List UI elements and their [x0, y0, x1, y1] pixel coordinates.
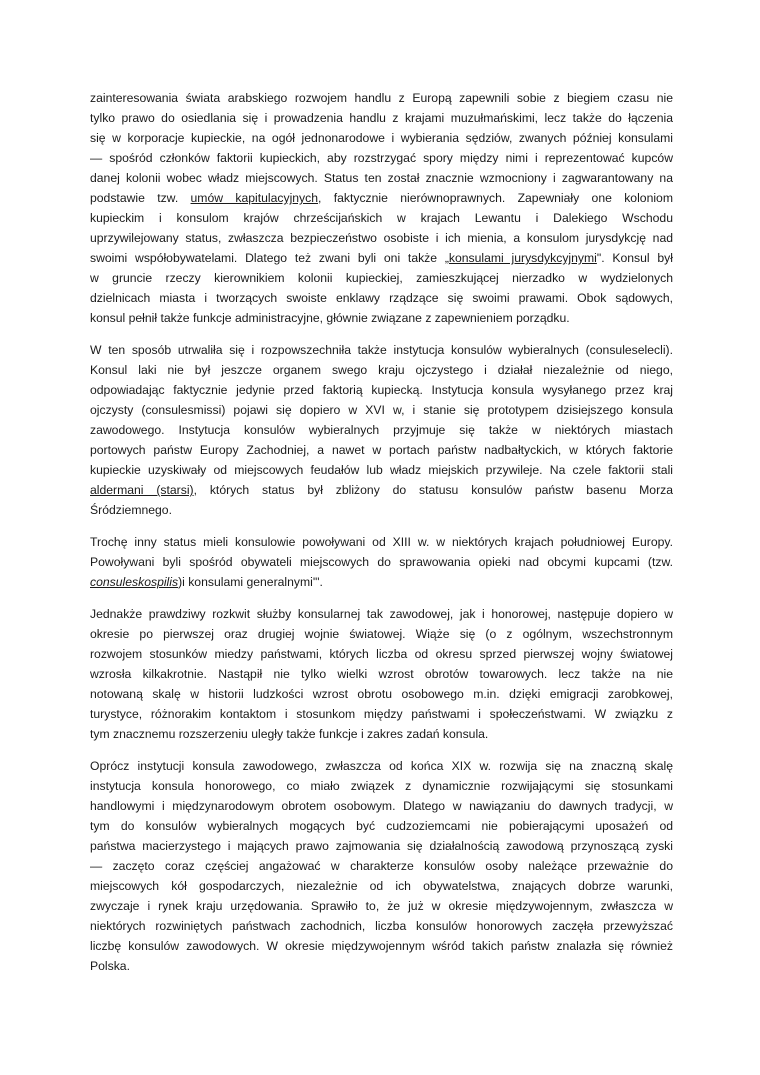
text-segment: miejscowych kół gospodarczych, niezależnie od ich obywatelstwa, znających dobrze warunki, [90, 879, 673, 893]
paragraph [90, 88, 673, 328]
text-segment: rozwojem stosunków miedzy państwami, których liczba od okresu sprzed pierwszej wojny światowej [90, 647, 673, 661]
text-segment: w gruncie rzeczy kierownikiem kolonii kupieckiej, zamieszkującej nierzadko w wydzielonych [90, 271, 673, 285]
text-line [90, 684, 673, 704]
text-segment: portowych państw Europy Zachodniej, a nawet w portach państw nadbałtyckich, w których faktorie [90, 443, 673, 457]
text-line [90, 856, 673, 876]
text-line [90, 916, 673, 936]
text-line [90, 896, 673, 916]
paragraph [90, 756, 673, 976]
text-line [90, 108, 673, 128]
text-line [90, 724, 673, 744]
text-line [90, 836, 673, 856]
text-segment: , faktycznie nierównoprawnych. Zapewniały one koloniom [318, 191, 673, 205]
paragraph [90, 604, 673, 744]
text-segment: — spośród członków faktorii kupieckich, aby rozstrzygać spory między nimi i reprezentować kupców [90, 151, 673, 165]
text-segment: instytucja konsula honorowego, co miało związek z dynamicznie rozwijającymi się stosunkami [90, 779, 673, 793]
text-segment: Polska. [90, 959, 130, 973]
text-segment: niektórych rozwiniętych państwach zachodnich, liczba konsulów honorowych zaczęła przewyższać [90, 919, 673, 933]
text-segment: tym do konsulów wybieralnych mogących być cudzoziemcami nie pobierającymi uposażeń od [90, 819, 673, 833]
text-line [90, 148, 673, 168]
text-line [90, 360, 673, 380]
text-segment: odpowiadając faktycznie jedynie przed faktorią kupiecką. Instytucja konsula wysyłanego przez kraj [90, 383, 673, 397]
text-segment: dzielnicach miasta i tworzących swoiste enklawy rządzące się swoimi prawami. Obok sądowych, [90, 291, 673, 305]
text-segment: państwa macierzystego i mających prawo zajmowania się działalnością zawodową przynoszącą zyski [90, 839, 673, 853]
text-line [90, 936, 673, 956]
text-line [90, 644, 673, 664]
text-segment: Powoływani byli spośród obywateli miejscowych do sprawowania opieki nad obcymi kupcami (tzw. [90, 555, 673, 569]
text-line [90, 400, 673, 420]
text-line [90, 228, 673, 248]
text-segment: kupieckim i konsulom krajów chrześcijańskich w krajach Lewantu i Dalekiego Wschodu [90, 211, 673, 225]
text-line [90, 208, 673, 228]
text-line [90, 248, 673, 268]
text-segment: swoimi współobywatelami. Dlatego też zwani byli oni także [90, 251, 445, 265]
text-line [90, 308, 673, 328]
text-segment: Oprócz instytucji konsula zawodowego, zwłaszcza od końca XIX w. rozwija się na znaczną skalę [90, 759, 673, 773]
text-line [90, 704, 673, 724]
text-segment: , których status był zbliżony do statusu konsulów państw basenu Morza [193, 483, 673, 497]
text-segment: zawodowego. Instytucja konsulów wybieralnych przyjmuje się także w niektórych miastach [90, 423, 673, 437]
hyperlink[interactable]: umów kapitulacyjnych [190, 191, 319, 205]
text-segment: kupieckie uzyskiwały od miejscowych feudałów lub władz miejskich przywileje. Na czele faktorii stali [90, 463, 673, 477]
text-segment: tylko prawo do osiedlania się i prowadzenia handlu z krajami muzułmańskimi, lecz także do łączenia [90, 111, 673, 125]
text-segment: wzrosła kilkakrotnie. Nastąpił nie tylko wielki wzrost obrotów towarowych. lecz także na nie [90, 667, 673, 681]
text-line [90, 876, 673, 896]
text-line [90, 956, 673, 976]
text-segment: ojczysty (consulesmissi) pojawi się dopiero w XVI w, i stanie się prototypem dzisiejszego konsula [90, 403, 673, 417]
text-line [90, 380, 673, 400]
text-segment: tym znacznemu rozszerzeniu uległy także funkcje i zakres zadań konsula. [90, 727, 489, 741]
text-segment: ". Konsul był [596, 251, 673, 265]
text-segment: notowaną skalę w historii ludzkości wzrost obrotu osobowego m.in. dzięki emigracji zarobkowej, [90, 687, 673, 701]
text-line [90, 756, 673, 776]
text-segment: zainteresowania świata arabskiego rozwojem handlu z Europą zapewnili sobie z biegiem czasu nie [90, 91, 673, 105]
text-segment: W ten sposób utrwaliła się i rozpowszechniła także instytucja konsulów wybieralnych (consuleselecli). [90, 343, 673, 357]
text-segment: Śródziemnego. [90, 503, 172, 517]
text-segment: okresie po pierwszej oraz drugiej wojnie światowej. Wiąże się (o z ogólnym, wszechstronnym [90, 627, 673, 641]
text-line [90, 532, 673, 552]
text-segment: — zaczęto coraz częściej angażować w charakterze konsulów osoby należące przeważnie do [90, 859, 673, 873]
paragraph [90, 532, 673, 592]
text-line [90, 268, 673, 288]
text-segment: konsul pełnił także funkcje administracyjne, głównie związane z zapewnieniem porządku. [90, 311, 570, 325]
text-line [90, 440, 673, 460]
text-line [90, 340, 673, 360]
text-line [90, 572, 673, 592]
text-line [90, 288, 673, 308]
text-segment: )i konsulami generalnymi'". [178, 575, 323, 589]
text-line [90, 480, 673, 500]
hyperlink[interactable]: „konsulami jurysdykcyjnymi [444, 251, 597, 265]
text-line [90, 796, 673, 816]
text-segment: podstawie tzw. [90, 191, 191, 205]
text-line [90, 188, 673, 208]
text-segment: Trochę inny status mieli konsulowie powoływani od XIII w. w niektórych krajach południowej Europy. [90, 535, 673, 549]
text-line [90, 420, 673, 440]
paragraph [90, 340, 673, 520]
text-line [90, 168, 673, 188]
text-line [90, 500, 673, 520]
hyperlink[interactable]: consuleskospilis [90, 575, 179, 589]
text-segment: turystyce, różnorakim kontaktom i stosunkom między państwami i społeczeństwami. W związku z [90, 707, 673, 721]
text-line [90, 460, 673, 480]
text-line [90, 88, 673, 108]
text-segment: Konsul laki nie był jeszcze organem swego kraju ojczystego i działał niezależnie od niego, [90, 363, 673, 377]
text-segment: liczbę konsulów zawodowych. W okresie międzywojennym wśród takich państw znalazła się również [90, 939, 673, 953]
text-segment: uprzywilejowany status, zwłaszcza bezpieczeństwo osobiste i ich mienia, a konsulom jurysdykcję nad [90, 231, 673, 245]
text-line [90, 604, 673, 624]
document-page [90, 88, 673, 988]
text-line [90, 624, 673, 644]
text-line [90, 816, 673, 836]
text-segment: zwyczaje i rynek kraju urzędowania. Sprawiło to, że już w okresie międzywojennym, zwłaszcza w [90, 899, 673, 913]
text-segment: się w korporacje kupieckie, na ogół jednonarodowe i wybierania sędziów, zwanych później konsulami [90, 131, 673, 145]
text-line [90, 664, 673, 684]
text-segment: Jednakże prawdziwy rozkwit służby konsularnej tak zawodowej, jak i honorowej, następuje dopiero w [90, 607, 673, 621]
text-line [90, 776, 673, 796]
hyperlink[interactable]: aldermani (starsi) [90, 483, 194, 497]
text-segment: handlowymi i międzynarodowym obrotem osobowym. Dlatego w nawiązaniu do dawnych tradycji, w [90, 799, 673, 813]
text-line [90, 552, 673, 572]
text-line [90, 128, 673, 148]
text-segment: danej kolonii wobec władz miejscowych. Status ten został znacznie wzmocniony i zagwarantowany na [90, 171, 673, 185]
